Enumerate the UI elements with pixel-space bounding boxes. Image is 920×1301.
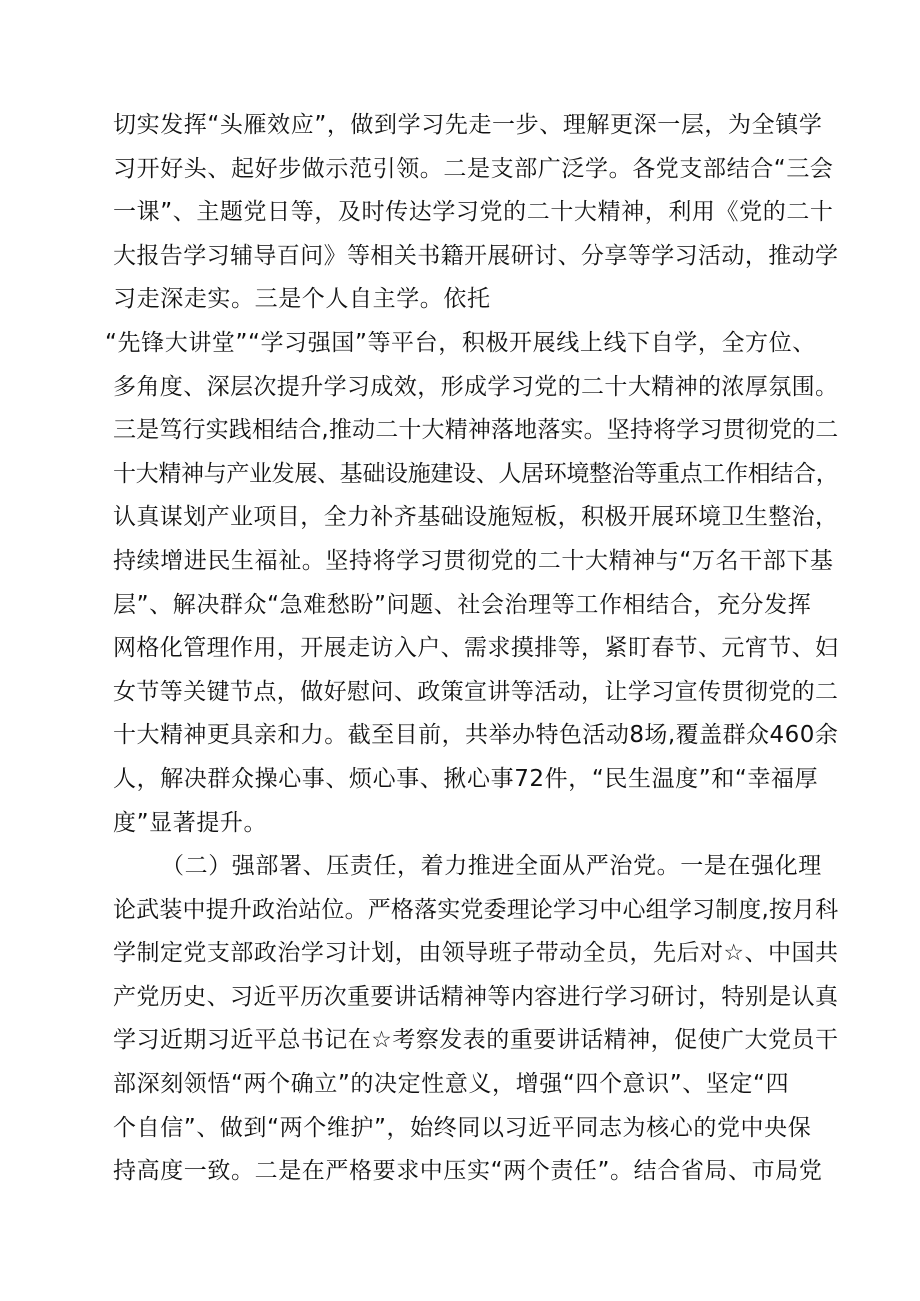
text-line: 习开好头、起好步做示范引领。二是支部广泛学。各党支部结合“三会 [113,155,834,182]
text-line: 个自信”、做到“两个维护”，始终同以习近平同志为核心的党中央保 [113,1114,812,1141]
text-line: 度”显著提升。 [113,809,268,836]
text-line: 学习近期习近平总书记在☆考察发表的重要讲话精神，促使广大党员干 [113,1027,839,1054]
text-line: “先锋大讲堂”“学习强国”等平台，积极开展线上线下自学，全方位、 [105,329,816,356]
text-line: 女节等关键节点，做好慰问、政策宣讲等活动，让学习宣传贯彻党的二 [113,678,839,705]
text-line: 三是笃行实践相结合,推动二十大精神落地落实。坚持将学习贯彻党的二 [113,417,839,444]
text-line: 部深刻领悟“两个确立”的决定性意义，增强“四个意识”、坚定“四 [113,1071,790,1098]
text-line: 多角度、深层次提升学习成效，形成学习党的二十大精神的浓厚氛围。 [113,373,839,400]
text-line: 产党历史、习近平历次重要讲话精神等内容进行学习研讨，特别是认真 [113,983,839,1010]
text-line: 大报告学习辅导百问》等相关书籍开展研讨、分享等学习活动，推动学 [113,242,839,269]
text-line: 层”、解决群众“急难愁盼”问题、社会治理等工作相结合，充分发挥 [113,591,812,618]
text-line: 一课”、主题党日等，及时传达学习党的二十大精神，利用《党的二十 [113,199,834,226]
text-line: 十大精神与产业发展、基础设施建设、人居环境整治等重点工作相结合， [113,460,839,487]
text-line: 认真谋划产业项目，全力补齐基础设施短板，积极开展环境卫生整治， [113,504,839,531]
text-line: 人，解决群众操心事、烦心事、揪心事72件，“民生温度”和“幸福厚 [113,765,819,792]
text-line: 网格化管理作用，开展走访入户、需求摸排等，紧盯春节、元宵节、妇 [113,635,839,662]
document-body [105,104,840,1194]
text-line: 切实发挥“头雁效应”，做到学习先走一步、理解更深一层，为全镇学 [113,112,823,138]
section-heading-line: （二）强部署、压责任，着力推进全面从严治党。一是在强化理 [161,853,822,880]
text-line: 学制定党支部政治学习计划，由领导班子带动全员，先后对☆、中国共 [113,940,839,967]
text-line: 十大精神更具亲和力。截至目前，共举办特色活动8场,覆盖群众460余 [113,722,839,749]
text-line: 论武装中提升政治站位。严格落实党委理论学习中心组学习制度,按月科 [113,896,839,923]
text-line: 习走深走实。三是个人自主学。依托 [113,286,491,313]
text-line: 持续增进民生福祉。坚持将学习贯彻党的二十大精神与“万名干部下基 [113,547,834,574]
text-line: 持高度一致。二是在严格要求中压实“两个责任”。结合省局、市局党 [113,1158,823,1185]
